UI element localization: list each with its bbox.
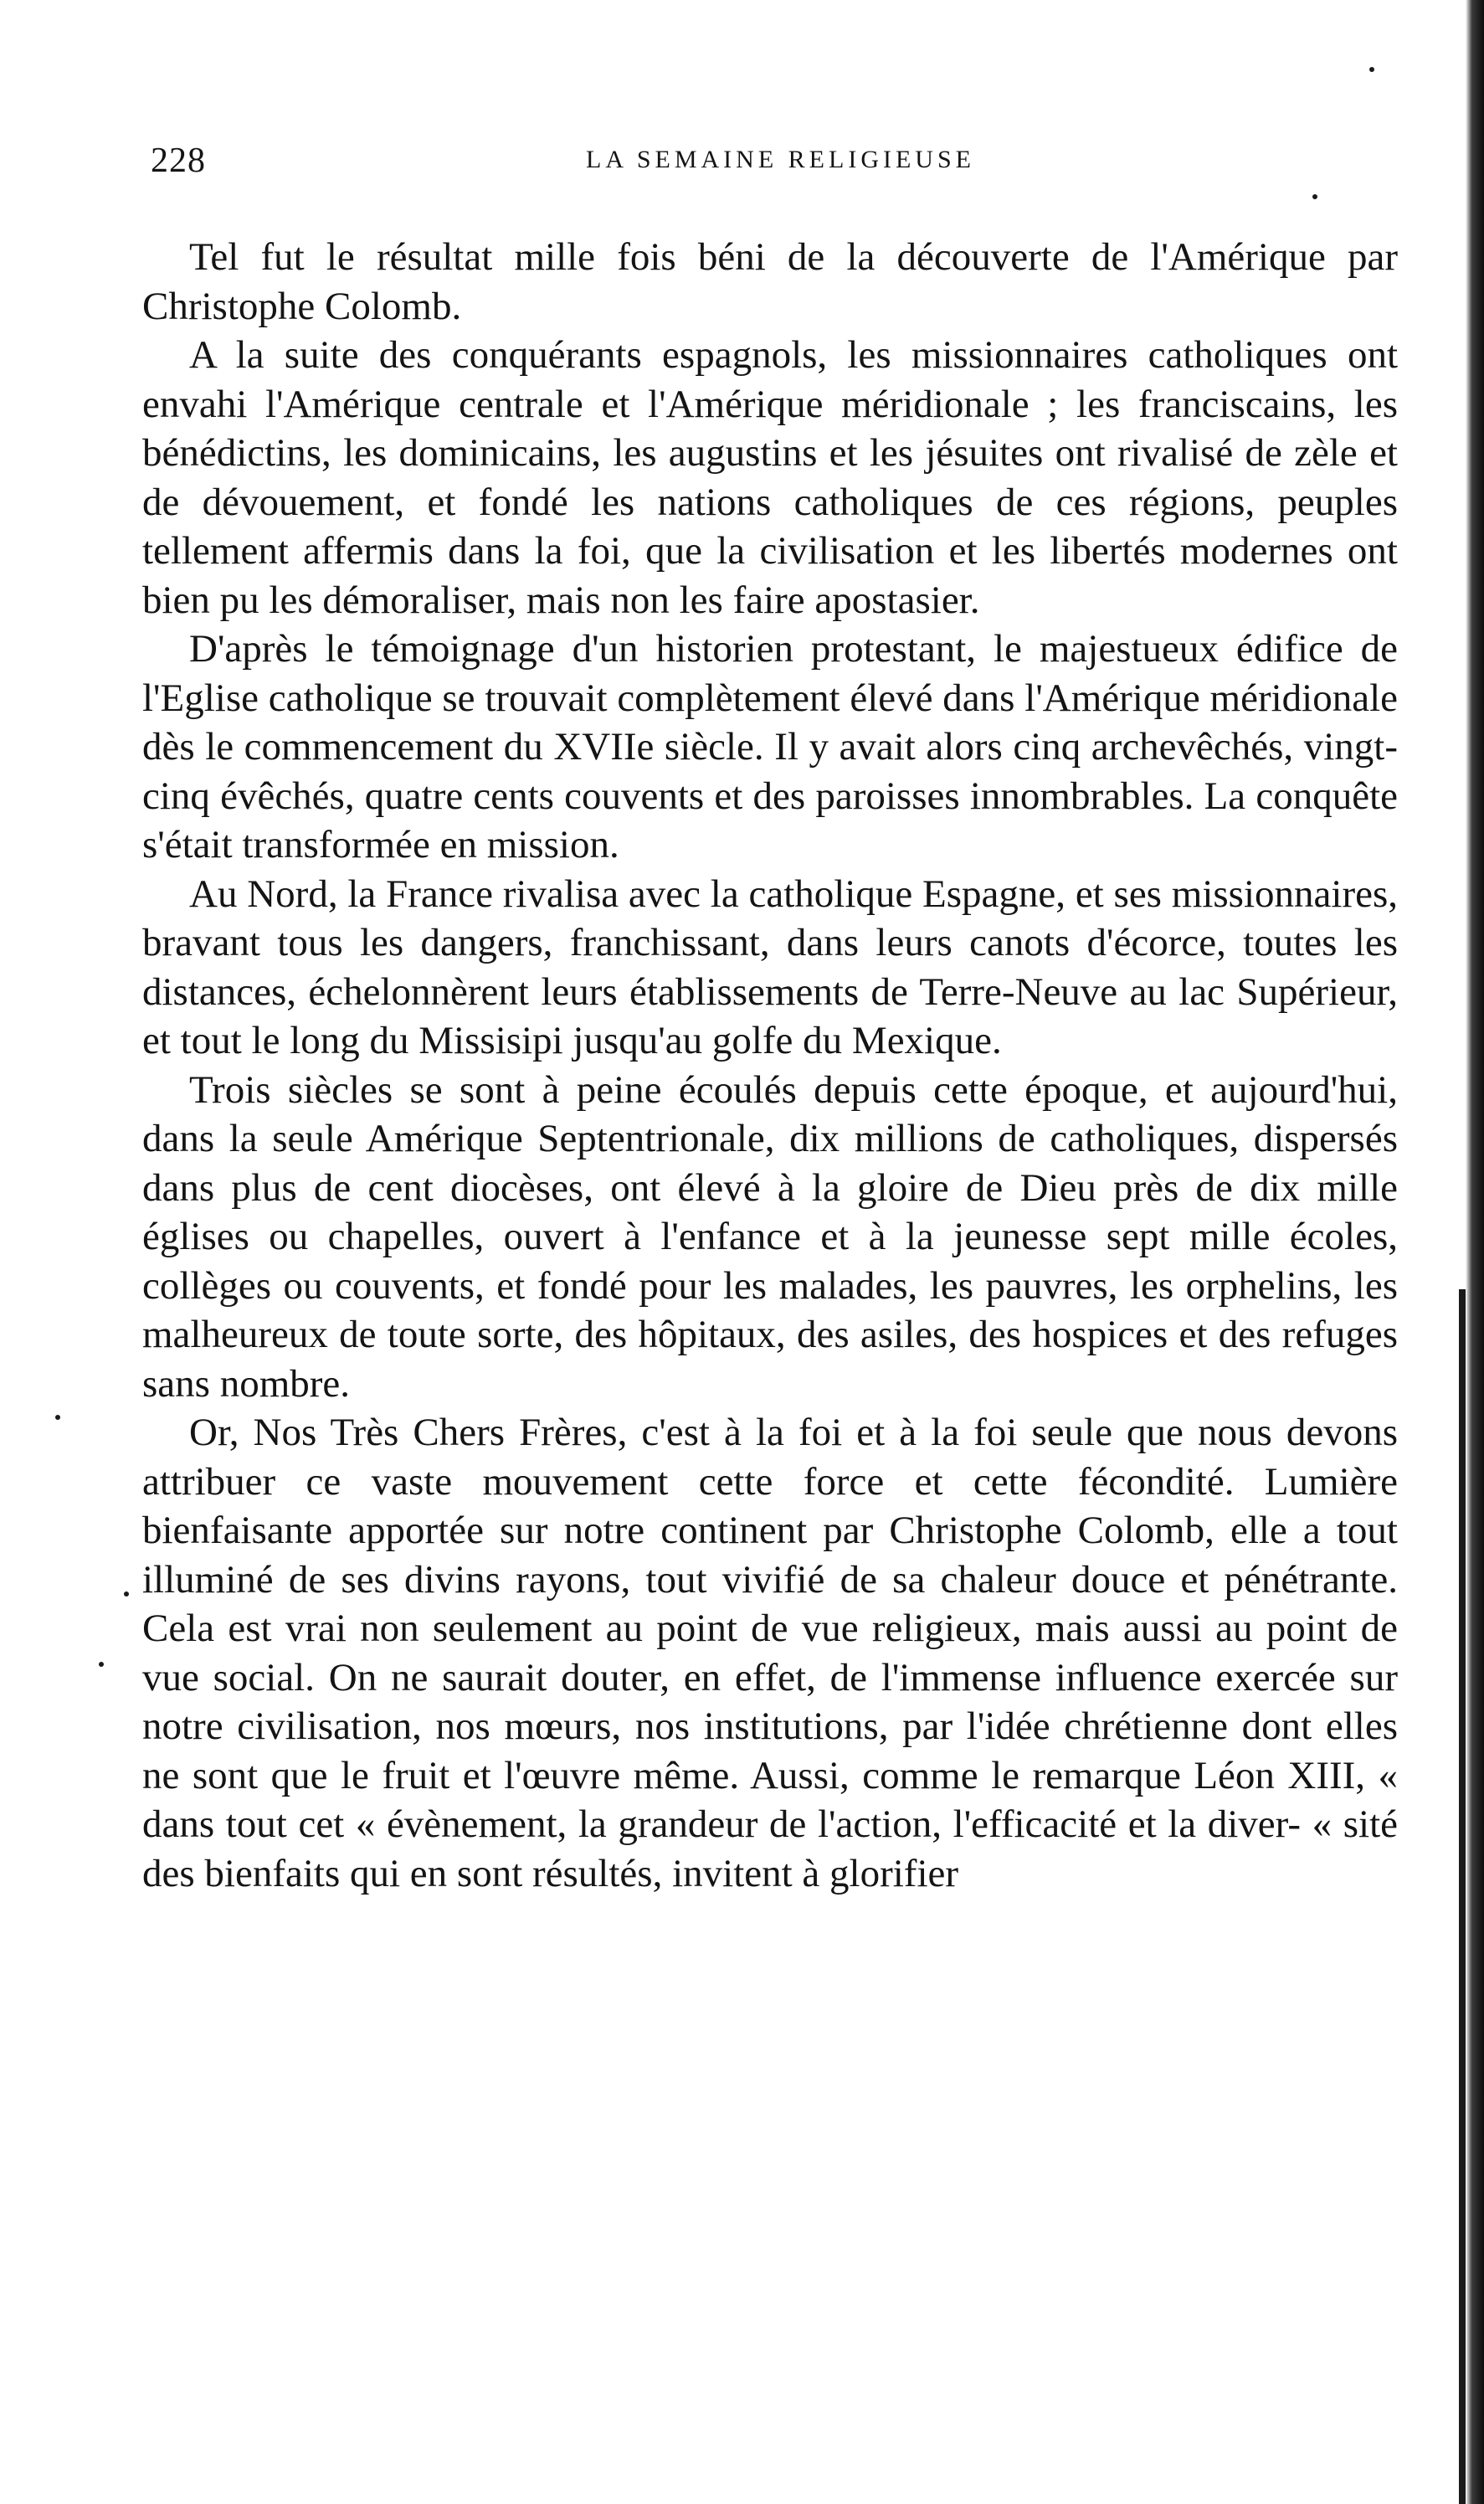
scan-speck [55,1415,60,1420]
paragraph: Trois siècles se sont à peine écoulés depuis cette époque, et aujourd'hui, dans la seule Amérique Septentrionale, dix millions de catholiques, dispersés dans plus de cent diocèses, ont élevé à la gloire de Dieu près de dix mille églises ou chapelles, ouvert à l'enfance et à la jeunesse sept mille écoles, collèges ou couvents, et fondé pour les malades, les pauvres, les orphelins, les malheureux de toute sorte, des hôpitaux, des asiles, des hospices et des refuges sans nombre. [142,1067,1398,1406]
paragraph: Au Nord, la France rivalisa avec la catholique Espagne, et ses missionnaires, bravant tous les dangers, franchissant, dans leurs canots d'écorce, toutes les distances, échelonnèrent leurs établissements de Terre-Neuve au lac Supérieur, et tout le long du Missisipi jusqu'au golfe du Mexique. [142,872,1398,1062]
scan-border [1466,0,1484,2504]
scan-border-shadow [1459,1289,1466,2504]
scan-speck [124,1591,129,1596]
paragraph: Tel fut le résultat mille fois béni de la découverte de l'Amérique par Christophe Colomb. [142,235,1398,328]
running-header [151,141,1398,191]
running-title: LA SEMAINE RELIGIEUSE [586,146,975,173]
paragraph: A la suite des conquérants espagnols, les missionnaires catholiques ont envahi l'Amérique centrale et l'Amérique méridionale ; les franciscains, les bénédictins, les dominicains, les augustins et les jésuites ont rivalisé de zèle et de dévouement, et fondé les nations catholiques de ces régions, peuples tellement affermis dans la foi, que la civilisation et les libertés modernes ont bien pu les démoraliser, mais non les faire apostasier. [142,333,1398,622]
paragraph: D'après le témoignage d'un historien protestant, le majestueux édifice de l'Eglise catholique se trouvait complètement élevé dans l'Amérique méridionale dès le commencement du XVIIe siècle. Il y avait alors cinq archevêchés, vingt-cinq évêchés, quatre cents couvents et des paroisses innombrables. La conquête s'était transformée en mission. [142,627,1398,866]
scan-speck [99,1662,104,1667]
page-number: 228 [151,141,206,180]
paragraph: Or, Nos Très Chers Frères, c'est à la foi et à la foi seule que nous devons attribuer ce vaste mouvement cette force et cette fécondité. Lumière bienfaisante apportée sur notre continent par Christophe Colomb, elle a tout illuminé de ses divins rayons, tout vivifié de sa chaleur douce et pénétrante. Cela est vrai non seulement au point de vue religieux, mais aussi au point de vue social. On ne saurait douter, en effet, de l'immense influence exercée sur notre civilisation, nos mœurs, nos institutions, par l'idée chrétienne dont elles ne sont que le fruit et l'œuvre même. Aussi, comme le remarque Léon XIII, « dans tout cet « évènement, la grandeur de l'action, l'efficacité et la diver- « sité des bienfaits qui en sont résultés, invitent à glorifier [142,1411,1398,1895]
body-text [142,233,1398,1898]
scan-speck [1312,194,1317,199]
scan-speck [1369,67,1374,72]
